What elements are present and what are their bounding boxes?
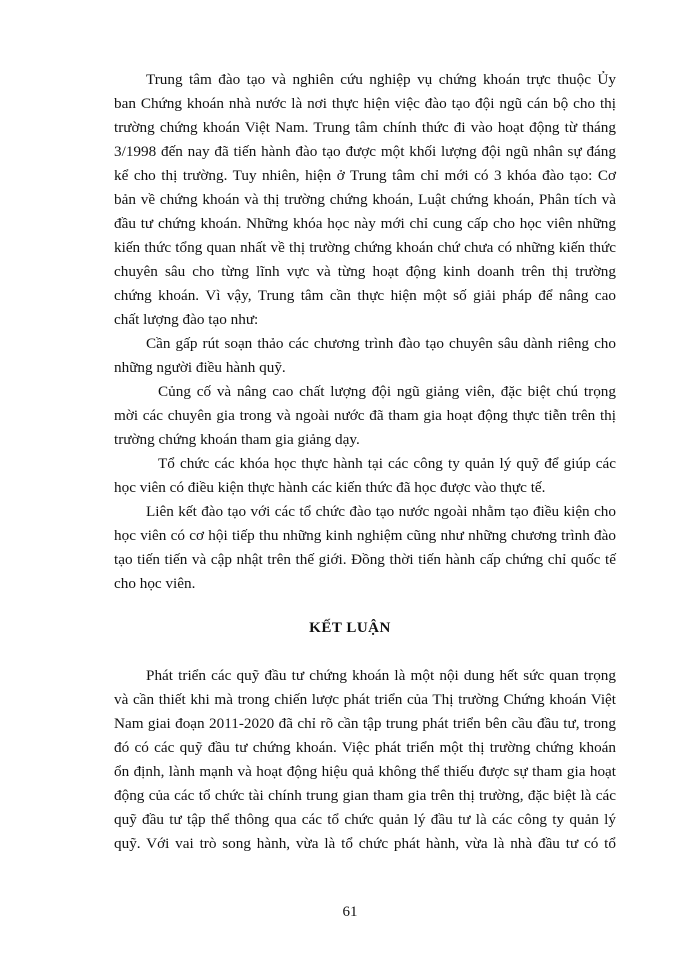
paragraph-line: chuyên sâu cho từng lĩnh vực và từng hoạt động kinh doanh trên thị trường	[114, 263, 616, 280]
paragraph-line: Cần gấp rút soạn thảo các chương trình đào tạo chuyên sâu dành riêng cho	[146, 335, 616, 352]
paragraph-line: 3/1998 đến nay đã tiến hành đào tạo được một khối lượng đội ngũ nhân sự đáng	[114, 143, 616, 160]
paragraph-line: và cần thiết khi mà trong chiến lược phát triển của Thị trường Chứng khoán Việt	[114, 691, 616, 708]
paragraph-line: động của các tổ chức tài chính trung gian tham gia trên thị trường, đặc biệt là các	[114, 787, 616, 804]
paragraph-line: bản về chứng khoán và thị trường chứng khoán, Luật chứng khoán, Phân tích và	[114, 191, 616, 208]
paragraph-line: học viên có cơ hội tiếp thu những kinh nghiệm cũng như những chương trình đào	[114, 527, 616, 544]
paragraph-line: Trung tâm đào tạo và nghiên cứu nghiệp vụ chứng khoán trực thuộc Ủy	[146, 71, 616, 88]
paragraph-line: Phát triển các quỹ đầu tư chứng khoán là một nội dung hết sức quan trọng	[146, 667, 616, 684]
paragraph-line: quỹ đầu tư tập thể thông qua các tổ chức quản lý đầu tư là các công ty quản lý	[114, 811, 616, 828]
section-heading: KẾT LUẬN	[309, 620, 391, 636]
paragraph-line: quỹ. Với vai trò song hành, vừa là tổ chức phát hành, vừa là nhà đầu tư có tổ	[114, 835, 616, 852]
paragraph-line: Tổ chức các khóa học thực hành tại các công ty quản lý quỹ để giúp các	[158, 455, 616, 472]
paragraph-line: Liên kết đào tạo với các tổ chức đào tạo nước ngoài nhằm tạo điều kiện cho	[146, 503, 616, 520]
paragraph-line: kiến thức tổng quan nhất về thị trường chứng khoán chứ chưa có những kiến thức	[114, 239, 616, 256]
paragraph-line: ban Chứng khoán nhà nước là nơi thực hiện việc đào tạo đội ngũ cán bộ cho thị	[114, 95, 616, 112]
paragraph-line: học viên có điều kiện thực hành các kiến thức đã học được vào thực tế.	[114, 479, 546, 496]
paragraph-line: mời các chuyên gia trong và ngoài nước đã tham gia hoạt động thực tiễn trên thị	[114, 407, 616, 424]
paragraph-line: đó có các quỹ đầu tư chứng khoán. Việc phát triển một thị trường chứng khoán	[114, 739, 616, 756]
paragraph-line: chứng khoán. Vì vậy, Trung tâm cần thực hiện một số giải pháp để nâng cao	[114, 287, 616, 304]
paragraph-line: Củng cố và nâng cao chất lượng đội ngũ giảng viên, đặc biệt chú trọng	[158, 383, 616, 400]
paragraph-line: chất lượng đào tạo như:	[114, 311, 259, 328]
paragraph-line: kể cho thị trường. Tuy nhiên, hiện ở Trung tâm chỉ mới có 3 khóa đào tạo: Cơ	[114, 167, 616, 184]
paragraph-line: Nam giai đoạn 2011-2020 đã chỉ rõ cần tập trung phát triển bên cầu đầu tư, trong	[114, 715, 616, 732]
paragraph-line: trường chứng khoán tham gia giảng dạy.	[114, 431, 360, 448]
paragraph-line: ổn định, lành mạnh và hoạt động hiệu quả không thể thiếu được sự tham gia hoạt	[114, 763, 616, 780]
paragraph-line: trường chứng khoán Việt Nam. Trung tâm chính thức đi vào hoạt động từ tháng	[114, 119, 616, 136]
paragraph-line: những người điều hành quỹ.	[114, 359, 286, 376]
paragraph-line: đầu tư chứng khoán. Những khóa học này mới chỉ cung cấp cho học viên những	[114, 215, 616, 232]
page-number: 61	[342, 904, 358, 920]
paragraph-line: tạo tiến tiến và cập nhật trên thế giới. Đồng thời tiến hành cấp chứng chỉ quốc tế	[114, 551, 616, 568]
paragraph-line: cho học viên.	[114, 575, 196, 592]
